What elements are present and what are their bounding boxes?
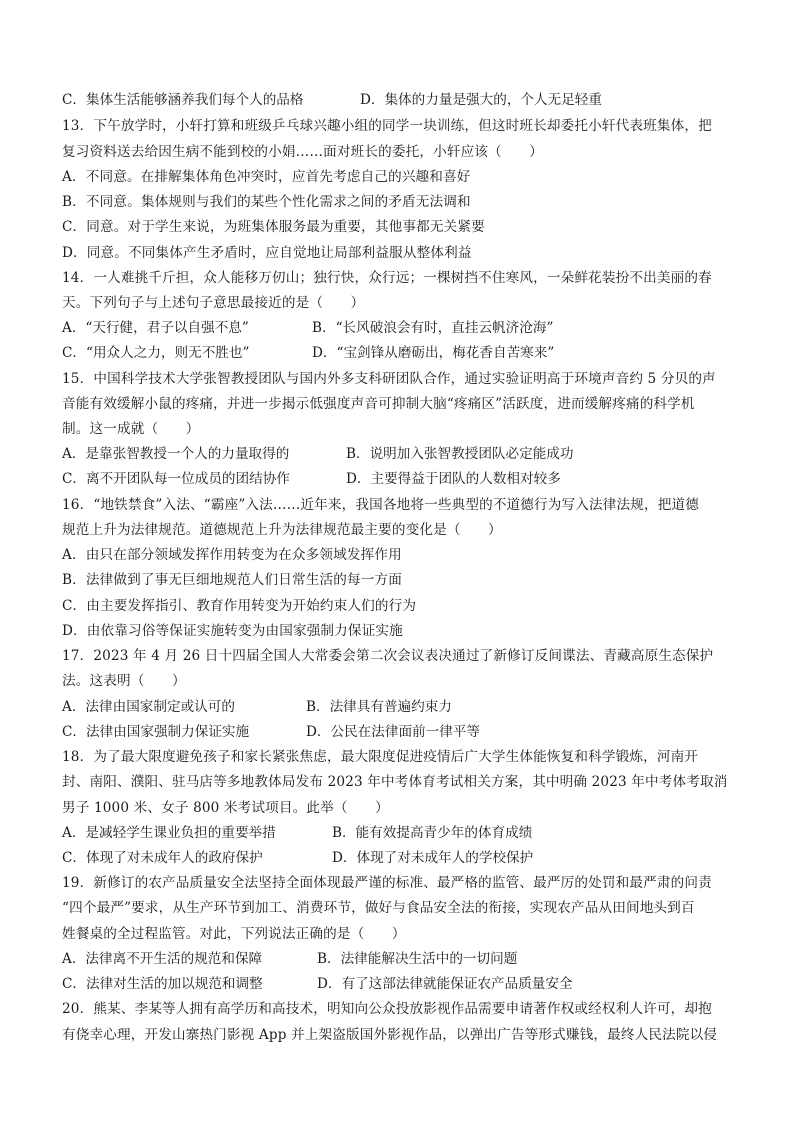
q19-option-b: B．法律能解决生活中的一切问题 [317, 951, 518, 967]
q17-option-a: A．法律由国家制定或认可的 [62, 699, 235, 715]
q14-stem-line2: 天。下列句子与上述句子意思最接近的是（ ） [62, 295, 365, 311]
q20-stem-line2: 有侥幸心理，开发山寨热门影视 App 并上架盗版国外影视作品，以弹出广告等形式赚钱，最终人民法院以侵 [62, 1027, 718, 1043]
q13-option-b: B．不同意。集体规则与我们的某些个性化需求之间的矛盾无法调和 [62, 194, 471, 210]
q14-option-d: D．“宝剑锋从磨砺出，梅花香自苦寒来” [312, 345, 555, 361]
q19-options-ab [62, 949, 734, 969]
q18-option-b: B．能有效提高青少年的体育成绩 [332, 825, 533, 841]
q12-option-c: C．集体生活能够涵养我们每个人的品格 [62, 92, 304, 108]
q18-options-ab [62, 823, 734, 843]
q19-options-cd [62, 974, 734, 994]
q12-options-cd [62, 90, 734, 110]
q17-stem-line1: 17．2023 年 4 月 26 日十四届全国人大常委会第二次会议表决通过了新修订反间谍法、青藏高原生态保护 [62, 648, 714, 664]
q16-option-b: B．法律做到了事无巨细地规范人们日常生活的每一方面 [62, 572, 402, 588]
q16-stem-line1: 16．“地铁禁食”入法、“霸座”入法……近年来，我国各地将一些典型的不道德行为写入法律法规，把道德 [62, 497, 699, 513]
q14-options-cd [62, 343, 734, 363]
q19-stem-line3: 姓餐桌的全过程监管。对此，下列说法正确的是（ ） [62, 926, 406, 942]
q17-option-c: C．法律由国家强制力保证实施 [62, 724, 250, 740]
q13-option-d: D．同意。不同集体产生矛盾时，应自觉地让局部利益服从整体利益 [62, 245, 472, 261]
q15-option-d: D．主要得益于团队的人数相对较多 [346, 471, 561, 487]
q17-option-b: B．法律具有普遍约束力 [306, 699, 452, 715]
q14-option-b: B．“长风破浪会有时，直挂云帆济沧海” [312, 320, 554, 336]
q19-stem-line2: “四个最严”要求，从生产环节到加工、消费环节，做好与食品安全法的衔接，实现农产品从田间地头到百 [62, 900, 695, 916]
q16-stem-line2: 规范上升为法律规范。道德规范上升为法律规范最主要的变化是（ ） [62, 522, 502, 538]
q18-option-a: A．是减轻学生课业负担的重要举措 [62, 825, 276, 841]
q14-option-a: A．“天行健，君子以自强不息” [62, 320, 249, 336]
q15-options-ab [62, 444, 734, 464]
q17-option-d: D．公民在法律面前一律平等 [306, 724, 481, 740]
q18-stem-line2: 封、南阳、濮阳、驻马店等多地教体局发布 2023 年中考体育考试相关方案，其中明确 2023 年中考体考取消 [62, 774, 728, 790]
q12-option-d: D．集体的力量是强大的，个人无足轻重 [360, 92, 602, 108]
q17-options-cd [62, 722, 734, 742]
q19-stem-line1: 19．新修订的农产品质量安全法坚持全面体现最严谨的标准、最严格的监管、最严厉的处罚和最严肃的问责 [62, 875, 712, 891]
q16-option-d: D．由依靠习俗等保证实施转变为由国家强制力保证实施 [62, 623, 403, 639]
q19-option-c: C．法律对生活的加以规范和调整 [62, 976, 263, 992]
q18-stem-line1: 18．为了最大限度避免孩子和家长紧张焦虑，最大限度促进疫情后广大学生体能恢复和科学锻炼，河南开 [62, 749, 699, 765]
q17-options-ab [62, 697, 734, 717]
q18-option-d: D．体现了对未成年人的学校保护 [332, 850, 534, 866]
q13-option-a: A．不同意。在排解集体角色冲突时，应首先考虑自己的兴趣和喜好 [62, 169, 471, 185]
q14-options-ab [62, 318, 734, 338]
q16-option-c: C．由主要发挥指引、教育作用转变为开始约束人们的行为 [62, 598, 417, 614]
q13-stem-line1: 13．下午放学时，小轩打算和班级乒乓球兴趣小组的同学一块训练，但这时班长却委托小轩代表班集体，把 [62, 118, 712, 134]
q15-stem-line1: 15．中国科学技术大学张智教授团队与国内外多支科研团队合作，通过实验证明高于环境声音约 5 分贝的声 [62, 371, 716, 387]
q14-stem-line1: 14．一人难挑千斤担，众人能移万仞山；独行快，众行远；一棵树挡不住寒风，一朵鲜花装扮不出美丽的春 [62, 270, 712, 286]
q19-option-a: A．法律离不开生活的规范和保障 [62, 951, 263, 967]
q19-option-d: D．有了这部法律就能保证农产品质量安全 [317, 976, 573, 992]
q15-options-cd [62, 469, 734, 489]
q20-stem-line1: 20．熊某、李某等人拥有高学历和高技术，明知向公众投放影视作品需要申请著作权或经权利人许可，却抱 [62, 1001, 712, 1017]
q13-option-c: C．同意。对于学生来说，为班集体服务最为重要，其他事都无关紧要 [62, 219, 485, 235]
q16-option-a: A．由只在部分领域发挥作用转变为在众多领域发挥作用 [62, 547, 402, 563]
q18-option-c: C．体现了对未成年人的政府保护 [62, 850, 263, 866]
q15-option-b: B．说明加入张智教授团队必定能成功 [346, 446, 574, 462]
q18-options-cd [62, 848, 734, 868]
q14-option-c: C．“用众人之力，则无不胜也” [62, 345, 250, 361]
q15-stem-line3: 制。这一成就（ ） [62, 421, 200, 437]
q13-stem-line2: 复习资料送去给因生病不能到校的小娟……面对班长的委托，小轩应该（ ） [62, 144, 544, 160]
q15-option-a: A．是靠张智教授一个人的力量取得的 [62, 446, 290, 462]
q17-stem-line2: 法。这表明（ ） [62, 673, 186, 689]
q15-stem-line2: 音能有效缓解小鼠的疼痛，并进一步揭示低强度声音可抑制大脑“疼痛区”活跃度，进而缓解疼痛的科学机 [62, 396, 695, 412]
q18-stem-line3: 男子 1000 米、女子 800 米考试项目。此举（ ） [62, 800, 389, 816]
q15-option-c: C．离不开团队每一位成员的团结协作 [62, 471, 290, 487]
